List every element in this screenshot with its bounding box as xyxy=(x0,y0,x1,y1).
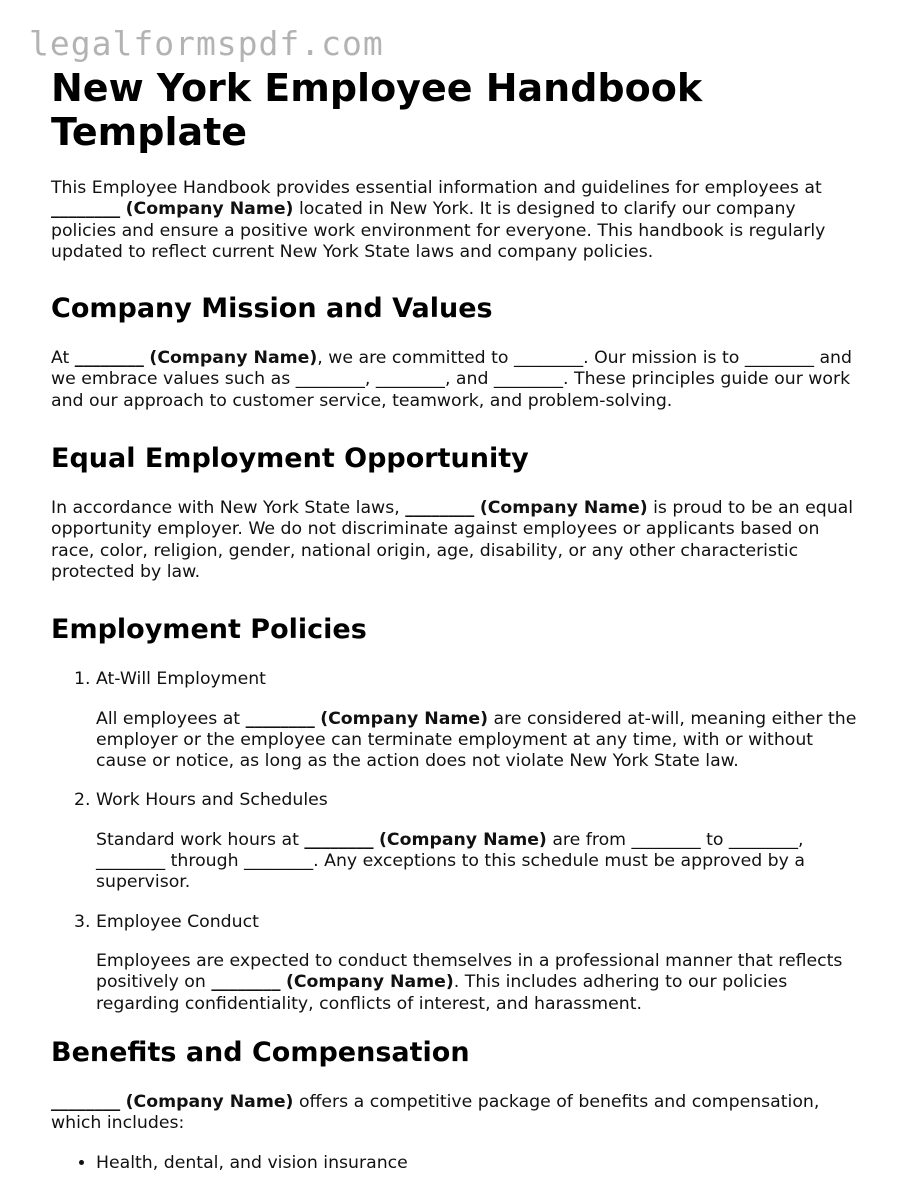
company-name-placeholder: (Company Name) xyxy=(379,829,547,850)
list-item: • Health, dental, and vision insurance xyxy=(96,1153,866,1174)
policy-title: Work Hours and Schedules xyxy=(96,790,328,811)
blank-field: ________ xyxy=(51,1091,121,1112)
benefits-paragraph: ________ (Company Name) offers a competitive package of benefits and compensation, which includes: xyxy=(51,1091,820,1134)
section-heading-mission: Company Mission and Values xyxy=(51,293,493,325)
section-heading-eeo: Equal Employment Opportunity xyxy=(51,443,529,475)
company-name-placeholder: (Company Name) xyxy=(125,199,294,220)
section-heading-benefits: Benefits and Compensation xyxy=(51,1036,470,1068)
company-name-placeholder: (Company Name) xyxy=(149,348,318,369)
policy-text: Employees are expected to conduct themselves in a professional manner that reflects positively on ________ (Company Name). This includes adhering to our policies regarding confidentiality, conflicts of interest, and harassment. xyxy=(96,950,843,1014)
benefits-list xyxy=(51,1153,866,1174)
company-name-placeholder: (Company Name) xyxy=(125,1091,294,1112)
list-item xyxy=(96,790,866,893)
intro-paragraph: This Employee Handbook provides essential information and guidelines for employees at ________ (Company Name) located in New York. It is designed to clarify our company policies and ensure a positive work environment for everyone. This handbook is regularly updated to reflect current New York State laws and company policies. xyxy=(51,178,826,262)
section-heading-policies: Employment Policies xyxy=(51,614,367,646)
blank-field: ________ xyxy=(74,348,144,369)
page-title: New York Employee Handbook Template xyxy=(51,66,703,154)
blank-field: ________ xyxy=(405,498,475,519)
policy-text: All employees at ________ (Company Name) are considered at-will, meaning either the employer or the employee can terminate employment at any time, with or without cause or notice, as long as the action does not violate New York State law. xyxy=(96,708,857,772)
company-name-placeholder: (Company Name) xyxy=(320,708,489,729)
blank-field: ________ xyxy=(51,199,121,220)
company-name-placeholder: (Company Name) xyxy=(285,972,454,993)
watermark: legalformspdf.com xyxy=(29,24,384,63)
list-item xyxy=(96,669,866,772)
eeo-paragraph: In accordance with New York State laws, ________ (Company Name) is proud to be an equal opportunity employer. We do not discriminate against employees or applicants based on race, color, religion, gender, national origin, age, disability, or any other characteristic protected by law. xyxy=(51,498,854,582)
blank-field: ________ xyxy=(211,972,281,993)
policy-title: At-Will Employment xyxy=(96,669,266,690)
document xyxy=(51,66,866,1175)
mission-paragraph: At ________ (Company Name), we are committed to ________. Our mission is to ________ and we embrace values such as ________, ________, and ________. These principles guide our work and our approach to customer service, teamwork, and problem-solving. xyxy=(51,348,852,411)
policy-title: Employee Conduct xyxy=(96,911,259,932)
company-name-placeholder: (Company Name) xyxy=(479,498,648,519)
policies-list xyxy=(51,669,866,1015)
blank-field: ________ xyxy=(304,829,374,850)
list-item xyxy=(96,912,866,1015)
blank-field: ________ xyxy=(245,708,315,729)
policy-text: Standard work hours at ________ (Company Name) are from ________ to ________, ________ through ________. Any exceptions to this schedule must be approved by a supervisor. xyxy=(96,829,805,893)
